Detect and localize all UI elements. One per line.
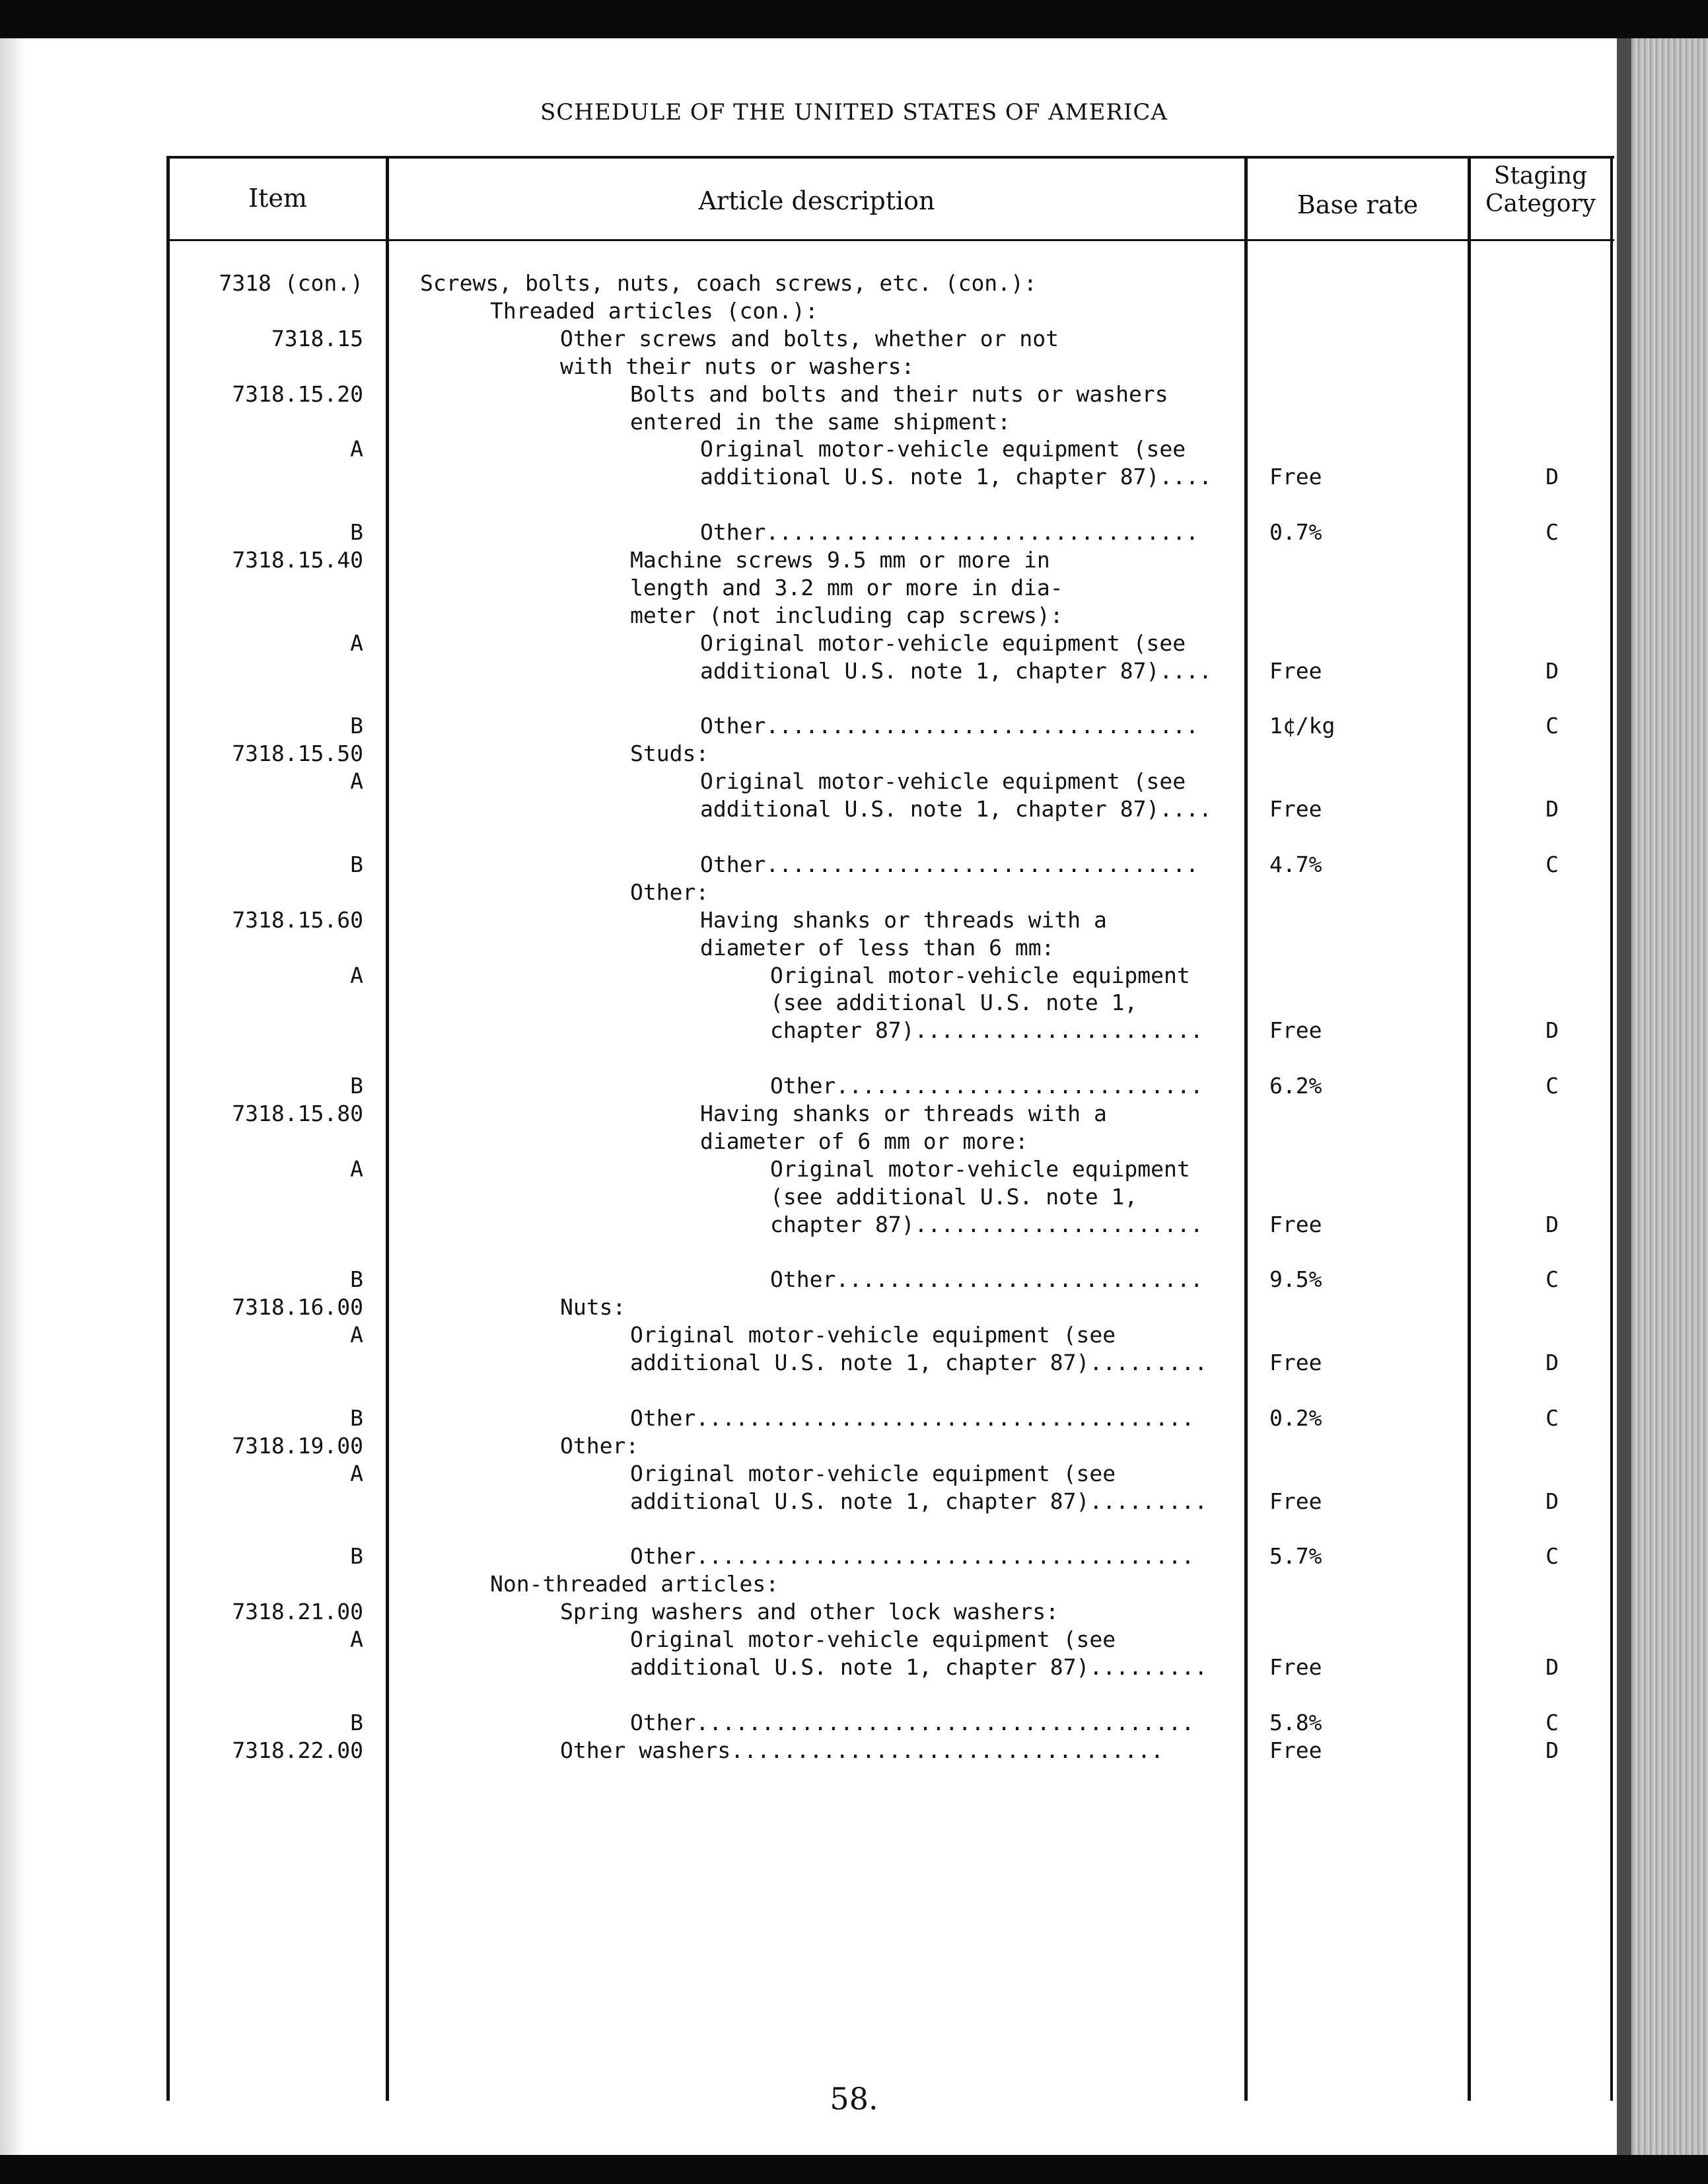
item-number: A [350, 1626, 363, 1653]
item-number: B [350, 1404, 363, 1431]
article-description: Other............................ [770, 1266, 1203, 1293]
item-number: 7318.15.50 [232, 741, 363, 767]
table-row [0, 851, 1708, 879]
item-number: 7318.22.00 [232, 1737, 363, 1763]
base-rate: 0.2% [1269, 1404, 1322, 1431]
base-rate: Free [1269, 657, 1322, 684]
article-description: diameter of 6 mm or more: [700, 1128, 1028, 1154]
article-description: Other: [560, 1432, 639, 1459]
article-description: Spring washers and other lock washers: [560, 1599, 1059, 1625]
table-row [0, 1128, 1708, 1155]
table-row [0, 1432, 1708, 1460]
article-description: Original motor-vehicle equipment (see [630, 1460, 1116, 1486]
item-number: 7318.15.60 [232, 906, 363, 933]
item-number: A [350, 436, 363, 462]
article-description: Original motor-vehicle equipment [770, 962, 1190, 988]
article-description: Having shanks or threads with a [700, 906, 1107, 933]
table-row [0, 1709, 1708, 1737]
table-row [0, 435, 1708, 463]
staging-category: C [1546, 1073, 1559, 1099]
article-description: Non-threaded articles: [490, 1571, 779, 1597]
staging-category: D [1546, 1654, 1559, 1680]
article-description: Other screws and bolts, whether or not [560, 325, 1059, 351]
article-description: Other................................. [700, 519, 1199, 546]
article-description: additional U.S. note 1, chapter 87)......... [630, 1654, 1208, 1680]
staging-category: D [1546, 657, 1559, 684]
table-row [0, 906, 1708, 934]
table-row [0, 1681, 1708, 1709]
base-rate: Free [1269, 1654, 1322, 1680]
item-number: A [350, 1322, 363, 1348]
table-row [0, 630, 1708, 657]
base-rate: Free [1269, 1488, 1322, 1514]
table-row [0, 1543, 1708, 1570]
table-row [0, 1155, 1708, 1183]
item-number: A [350, 768, 363, 795]
article-description: Other............................ [770, 1073, 1203, 1099]
table-row [0, 1293, 1708, 1321]
staging-category: C [1546, 713, 1559, 739]
base-rate: Free [1269, 1017, 1322, 1044]
table-row [0, 1404, 1708, 1432]
item-number: A [350, 962, 363, 988]
item-number: 7318.15 [271, 325, 363, 351]
article-description: meter (not including cap screws): [630, 602, 1063, 628]
item-number: 7318.21.00 [232, 1599, 363, 1625]
article-description: with their nuts or washers: [560, 353, 915, 379]
table-row [0, 1488, 1708, 1515]
base-rate: Free [1269, 1350, 1322, 1376]
table-row [0, 879, 1708, 906]
staging-category: D [1546, 464, 1559, 490]
document-title: SCHEDULE OF THE UNITED STATES OF AMERICA [540, 99, 1168, 126]
staging-category: D [1546, 1737, 1559, 1763]
article-description: Screws, bolts, nuts, coach screws, etc. (con.): [420, 270, 1037, 296]
item-number: 7318.19.00 [232, 1432, 363, 1459]
base-rate: Free [1269, 1211, 1322, 1237]
base-rate: Free [1269, 796, 1322, 822]
article-description: Original motor-vehicle equipment (see [630, 1626, 1116, 1653]
table-row [0, 740, 1708, 768]
table-row [0, 1100, 1708, 1128]
table-row [0, 823, 1708, 851]
table-row [0, 297, 1708, 325]
table-row [0, 1017, 1708, 1044]
article-description: Having shanks or threads with a [700, 1101, 1107, 1126]
item-number: A [350, 1155, 363, 1182]
header-base-rate: Base rate [1297, 190, 1419, 219]
article-description: Original motor-vehicle equipment (see [700, 630, 1186, 656]
table-row [0, 270, 1708, 297]
article-description: Original motor-vehicle equipment (see [630, 1322, 1116, 1348]
item-number: A [350, 630, 363, 656]
table-row [0, 1626, 1708, 1654]
article-description: chapter 87)...................... [770, 1017, 1203, 1044]
table-row [0, 353, 1708, 381]
article-description: (see additional U.S. note 1, [770, 990, 1138, 1016]
item-number: B [350, 1073, 363, 1099]
item-number: B [350, 519, 363, 546]
table-row [0, 519, 1708, 546]
article-description: additional U.S. note 1, chapter 87).... [700, 657, 1212, 684]
article-description: (see additional U.S. note 1, [770, 1183, 1138, 1210]
header-bottom-border [166, 239, 1614, 241]
table-row [0, 1044, 1708, 1072]
article-description: Other...................................... [630, 1543, 1195, 1570]
item-number: B [350, 713, 363, 739]
base-rate: Free [1269, 1737, 1322, 1763]
base-rate: 0.7% [1269, 519, 1322, 546]
table-row [0, 1349, 1708, 1377]
item-number: 7318.15.40 [232, 547, 363, 573]
article-description: Threaded articles (con.): [490, 297, 818, 324]
item-number: B [350, 1709, 363, 1735]
scan-top-border [0, 0, 1708, 38]
staging-category: D [1546, 1350, 1559, 1376]
header-staging-category [1471, 163, 1610, 218]
table-row [0, 685, 1708, 713]
staging-category: D [1546, 1211, 1559, 1237]
article-description: additional U.S. note 1, chapter 87).... [700, 464, 1212, 490]
article-description: Original motor-vehicle equipment (see [700, 436, 1186, 462]
table-row [0, 602, 1708, 630]
table-row [0, 381, 1708, 408]
article-description: entered in the same shipment: [630, 408, 1011, 435]
item-number: B [350, 1266, 363, 1293]
table-row [0, 934, 1708, 962]
table-row [0, 1072, 1708, 1100]
article-description: Machine screws 9.5 mm or more in [630, 547, 1050, 573]
base-rate: 5.7% [1269, 1543, 1322, 1570]
article-description: Other washers................................. [560, 1737, 1164, 1763]
table-row [0, 712, 1708, 740]
base-rate: Free [1269, 464, 1322, 490]
staging-category: C [1546, 1709, 1559, 1735]
table-row [0, 463, 1708, 491]
table-row [0, 1654, 1708, 1681]
table-row [0, 408, 1708, 436]
article-description: length and 3.2 mm or more in dia- [630, 574, 1063, 601]
item-number: B [350, 851, 363, 877]
staging-category: C [1546, 1266, 1559, 1293]
item-number: 7318 (con.) [219, 270, 363, 296]
table-row [0, 325, 1708, 353]
staging-category: D [1546, 1488, 1559, 1514]
base-rate: 6.2% [1269, 1073, 1322, 1099]
staging-category: C [1546, 851, 1559, 877]
header-staging-line2: Category [1485, 190, 1596, 217]
article-description: chapter 87)...................... [770, 1211, 1203, 1237]
header-staging-line1: Staging [1493, 163, 1588, 190]
article-description: Nuts: [560, 1294, 626, 1321]
table-row [0, 1515, 1708, 1543]
article-description: Studs: [630, 741, 709, 767]
table-row [0, 1183, 1708, 1211]
article-description: Other: [630, 879, 709, 905]
scan-bottom-border [0, 2155, 1708, 2184]
article-description: Other................................. [700, 713, 1199, 739]
staging-category: D [1546, 1017, 1559, 1044]
base-rate: 5.8% [1269, 1709, 1322, 1735]
table-row [0, 962, 1708, 990]
article-description: Other...................................... [630, 1709, 1195, 1735]
article-description: diameter of less than 6 mm: [700, 934, 1055, 961]
staging-category: C [1546, 519, 1559, 546]
header-article-description: Article description [698, 186, 935, 215]
table-row [0, 1737, 1708, 1765]
table-row [0, 1377, 1708, 1404]
table-row [0, 1570, 1708, 1598]
table-row [0, 1266, 1708, 1293]
item-number: 7318.15.80 [232, 1101, 363, 1126]
table-row [0, 546, 1708, 574]
article-description: Original motor-vehicle equipment [770, 1155, 1190, 1182]
table-row [0, 1598, 1708, 1626]
staging-category: D [1546, 796, 1559, 822]
staging-category: C [1546, 1543, 1559, 1570]
table-row [0, 1321, 1708, 1349]
item-number: B [350, 1543, 363, 1570]
article-description: additional U.S. note 1, chapter 87).... [700, 796, 1212, 822]
base-rate: 9.5% [1269, 1266, 1322, 1293]
table-row [0, 574, 1708, 602]
table-row [0, 491, 1708, 519]
base-rate: 4.7% [1269, 851, 1322, 877]
article-description: Bolts and bolts and their nuts or washers [630, 381, 1168, 407]
article-description: Original motor-vehicle equipment (see [700, 768, 1186, 795]
article-description: Other................................. [700, 851, 1199, 877]
header-item: Item [248, 184, 307, 213]
base-rate: 1¢/kg [1269, 713, 1335, 739]
item-number: 7318.15.20 [232, 381, 363, 407]
table-row [0, 1460, 1708, 1488]
item-number: 7318.16.00 [232, 1294, 363, 1321]
table-row [0, 1211, 1708, 1239]
table-row [0, 657, 1708, 685]
article-description: additional U.S. note 1, chapter 87)......... [630, 1350, 1208, 1376]
article-description: Other...................................... [630, 1404, 1195, 1431]
staging-category: C [1546, 1404, 1559, 1431]
table-row [0, 989, 1708, 1017]
table-top-border [166, 156, 1614, 159]
table-row [0, 768, 1708, 795]
table-row [0, 795, 1708, 823]
page-number: 58. [830, 2081, 878, 2117]
table-row [0, 1239, 1708, 1266]
article-description: additional U.S. note 1, chapter 87)......... [630, 1488, 1208, 1514]
item-number: A [350, 1460, 363, 1486]
